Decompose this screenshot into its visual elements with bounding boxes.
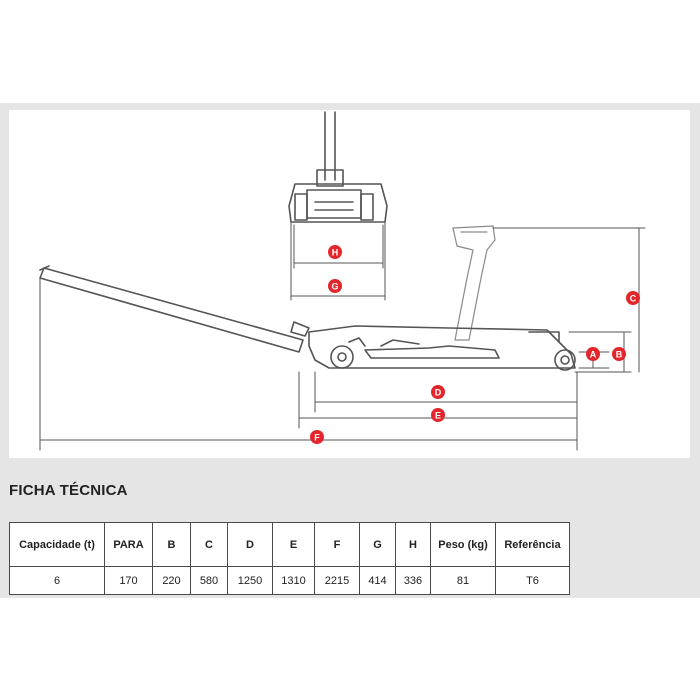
header-b: B: [153, 523, 191, 567]
spec-table: [9, 522, 570, 595]
cell-f: 2215: [315, 567, 360, 595]
header-capacity: Capacidade (t): [10, 523, 105, 567]
cell-c: 580: [191, 567, 228, 595]
dimension-markers: [310, 245, 640, 444]
cell-g: 414: [360, 567, 396, 595]
header-reference: Referência: [496, 523, 570, 567]
header-weight: Peso (kg): [431, 523, 496, 567]
header-para: PARA: [105, 523, 153, 567]
jack-handle: [40, 266, 309, 352]
jack-side-view: [309, 326, 575, 370]
label-a: A: [589, 349, 597, 360]
header-c: C: [191, 523, 228, 567]
cell-b: 220: [153, 567, 191, 595]
cell-reference: T6: [496, 567, 570, 595]
cell-d: 1250: [228, 567, 273, 595]
label-b: B: [615, 349, 623, 360]
cell-capacity: 6: [10, 567, 105, 595]
label-d: D: [434, 387, 442, 398]
cell-weight: 81: [431, 567, 496, 595]
label-f: F: [314, 432, 320, 443]
raised-arm-ghost: [453, 226, 495, 340]
jack-dimension-diagram: [9, 110, 690, 458]
cell-e: 1310: [273, 567, 315, 595]
header-d: D: [228, 523, 273, 567]
header-f: F: [315, 523, 360, 567]
table-row: [10, 567, 570, 595]
header-e: E: [273, 523, 315, 567]
label-h: H: [331, 247, 339, 258]
header-g: G: [360, 523, 396, 567]
sheet-title: FICHA TÉCNICA: [9, 482, 128, 499]
cell-h: 336: [396, 567, 431, 595]
header-h: H: [396, 523, 431, 567]
jack-front-view: [289, 112, 387, 222]
cell-para: 170: [105, 567, 153, 595]
label-g: G: [331, 281, 339, 292]
spec-header-row: [10, 523, 570, 567]
dimension-lines: [40, 222, 645, 450]
label-e: E: [434, 410, 442, 421]
label-c: C: [629, 293, 637, 304]
